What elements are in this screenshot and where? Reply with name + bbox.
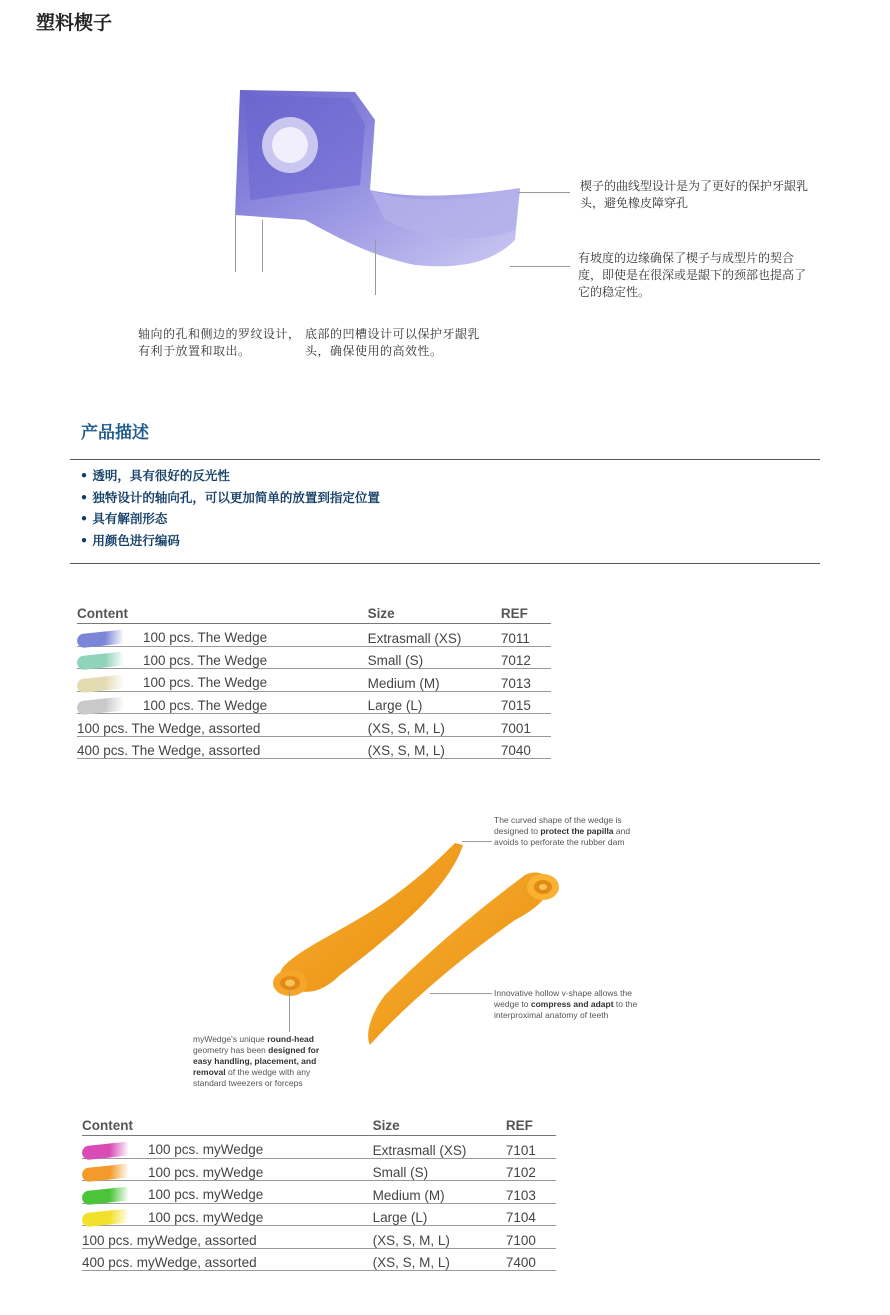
wedge-swatch-icon — [76, 697, 123, 716]
row-content: 400 pcs. The Wedge, assorted — [77, 736, 368, 759]
header-content: Content — [82, 1116, 373, 1136]
wedge-product-table — [77, 604, 551, 759]
table-row — [77, 669, 551, 692]
list-item: • 透明，具有很好的反光性 — [80, 465, 380, 487]
row-size: (XS, S, M, L) — [373, 1248, 506, 1271]
row-content: 100 pcs. The Wedge — [143, 675, 268, 691]
leader-line — [289, 990, 290, 1032]
mywedge-product-table — [82, 1116, 556, 1271]
row-ref: 7102 — [506, 1158, 556, 1181]
list-item: • 独特设计的轴向孔，可以更加简单的放置到指定位置 — [80, 487, 380, 509]
callout-round-head: myWedge's unique round-head geometry has been designed for easy handling, placement, and removal of the wedge with any standard tweezers or forceps — [193, 1034, 320, 1088]
wedge-swatch-icon — [76, 652, 123, 671]
row-size: (XS, S, M, L) — [368, 714, 501, 737]
row-content: 100 pcs. myWedge — [148, 1164, 264, 1180]
mywedge-swatch-icon — [81, 1209, 128, 1228]
divider — [70, 459, 820, 460]
row-size: Large (L) — [373, 1203, 506, 1226]
row-ref: 7015 — [501, 691, 551, 714]
callout-groove: 底部的凹槽设计可以保护牙龈乳头，确保使用的高效性。 — [305, 327, 481, 358]
row-size: Medium (M) — [368, 669, 501, 692]
row-content: 100 pcs. myWedge — [148, 1209, 264, 1225]
row-ref: 7040 — [501, 736, 551, 759]
row-size: Medium (M) — [373, 1181, 506, 1204]
row-ref: 7100 — [506, 1226, 556, 1249]
row-content: 100 pcs. myWedge, assorted — [82, 1226, 373, 1249]
row-content: 100 pcs. The Wedge — [143, 630, 268, 646]
row-size: Large (L) — [368, 691, 501, 714]
leader-line — [462, 841, 492, 842]
table-header-row — [82, 1116, 556, 1136]
table-row — [82, 1203, 556, 1226]
leader-line — [375, 240, 376, 295]
description-title: 产品描述 — [81, 423, 149, 443]
row-ref: 7101 — [506, 1136, 556, 1159]
row-ref: 7400 — [506, 1248, 556, 1271]
wedge-swatch-icon — [76, 629, 123, 648]
wedge-swatch-icon — [76, 674, 123, 693]
row-ref: 7104 — [506, 1203, 556, 1226]
leader-line — [262, 220, 263, 272]
callout-hole: 轴向的孔和侧边的罗纹设计，有利于放置和取出。 — [138, 327, 301, 358]
header-content: Content — [77, 604, 368, 624]
row-size: Extrasmall (XS) — [368, 624, 501, 647]
row-content: 100 pcs. myWedge — [148, 1142, 264, 1158]
row-ref: 7011 — [501, 624, 551, 647]
header-size: Size — [368, 604, 501, 624]
header-size: Size — [373, 1116, 506, 1136]
mywedge-swatch-icon — [81, 1186, 128, 1205]
mywedge-swatch-icon — [81, 1164, 128, 1183]
leader-line — [430, 993, 492, 994]
callout-edge: 有坡度的边缘确保了楔子与成型片的契合度，即使是在很深或是龈下的颈部也提高了它的稳定性。 — [578, 251, 807, 299]
leader-line — [518, 192, 570, 193]
table-row — [77, 736, 551, 759]
row-content: 100 pcs. The Wedge, assorted — [77, 714, 368, 737]
table-header-row — [77, 604, 551, 624]
table-row — [82, 1158, 556, 1181]
row-size: (XS, S, M, L) — [373, 1226, 506, 1249]
callout-curve-mywedge: The curved shape of the wedge is designed to protect the papilla and avoids to perforate the rubber dam — [494, 815, 631, 847]
table-row — [77, 691, 551, 714]
list-item: • 具有解剖形态 — [80, 508, 380, 530]
mywedge-swatch-icon — [81, 1141, 128, 1160]
table-row — [82, 1248, 556, 1271]
row-content: 100 pcs. myWedge — [148, 1187, 264, 1203]
table-row — [82, 1226, 556, 1249]
page-title: 塑料楔子 — [36, 12, 113, 34]
table-row — [77, 714, 551, 737]
row-ref: 7001 — [501, 714, 551, 737]
table-row — [82, 1181, 556, 1204]
row-content: 100 pcs. The Wedge — [143, 697, 268, 713]
leader-line — [510, 266, 570, 267]
header-ref: REF — [501, 604, 551, 624]
row-size: (XS, S, M, L) — [368, 736, 501, 759]
row-ref: 7012 — [501, 646, 551, 669]
header-ref: REF — [506, 1116, 556, 1136]
callout-curve: 楔子的曲线型设计是为了更好的保护牙龈乳头，避免橡皮障穿孔 — [580, 179, 809, 210]
row-ref: 7103 — [506, 1181, 556, 1204]
table-row — [77, 646, 551, 669]
divider — [70, 563, 820, 564]
row-size: Extrasmall (XS) — [373, 1136, 506, 1159]
row-content: 100 pcs. The Wedge — [143, 652, 268, 668]
row-size: Small (S) — [373, 1158, 506, 1181]
table-row — [82, 1136, 556, 1159]
row-content: 400 pcs. myWedge, assorted — [82, 1248, 373, 1271]
description-list — [80, 465, 380, 551]
table-row — [77, 624, 551, 647]
callout-vshape: Innovative hollow v-shape allows the wedge to compress and adapt to the interproximal anatomy of teeth — [494, 988, 638, 1020]
row-ref: 7013 — [501, 669, 551, 692]
list-item: • 用颜色进行编码 — [80, 530, 380, 552]
row-size: Small (S) — [368, 646, 501, 669]
leader-line — [235, 210, 236, 272]
